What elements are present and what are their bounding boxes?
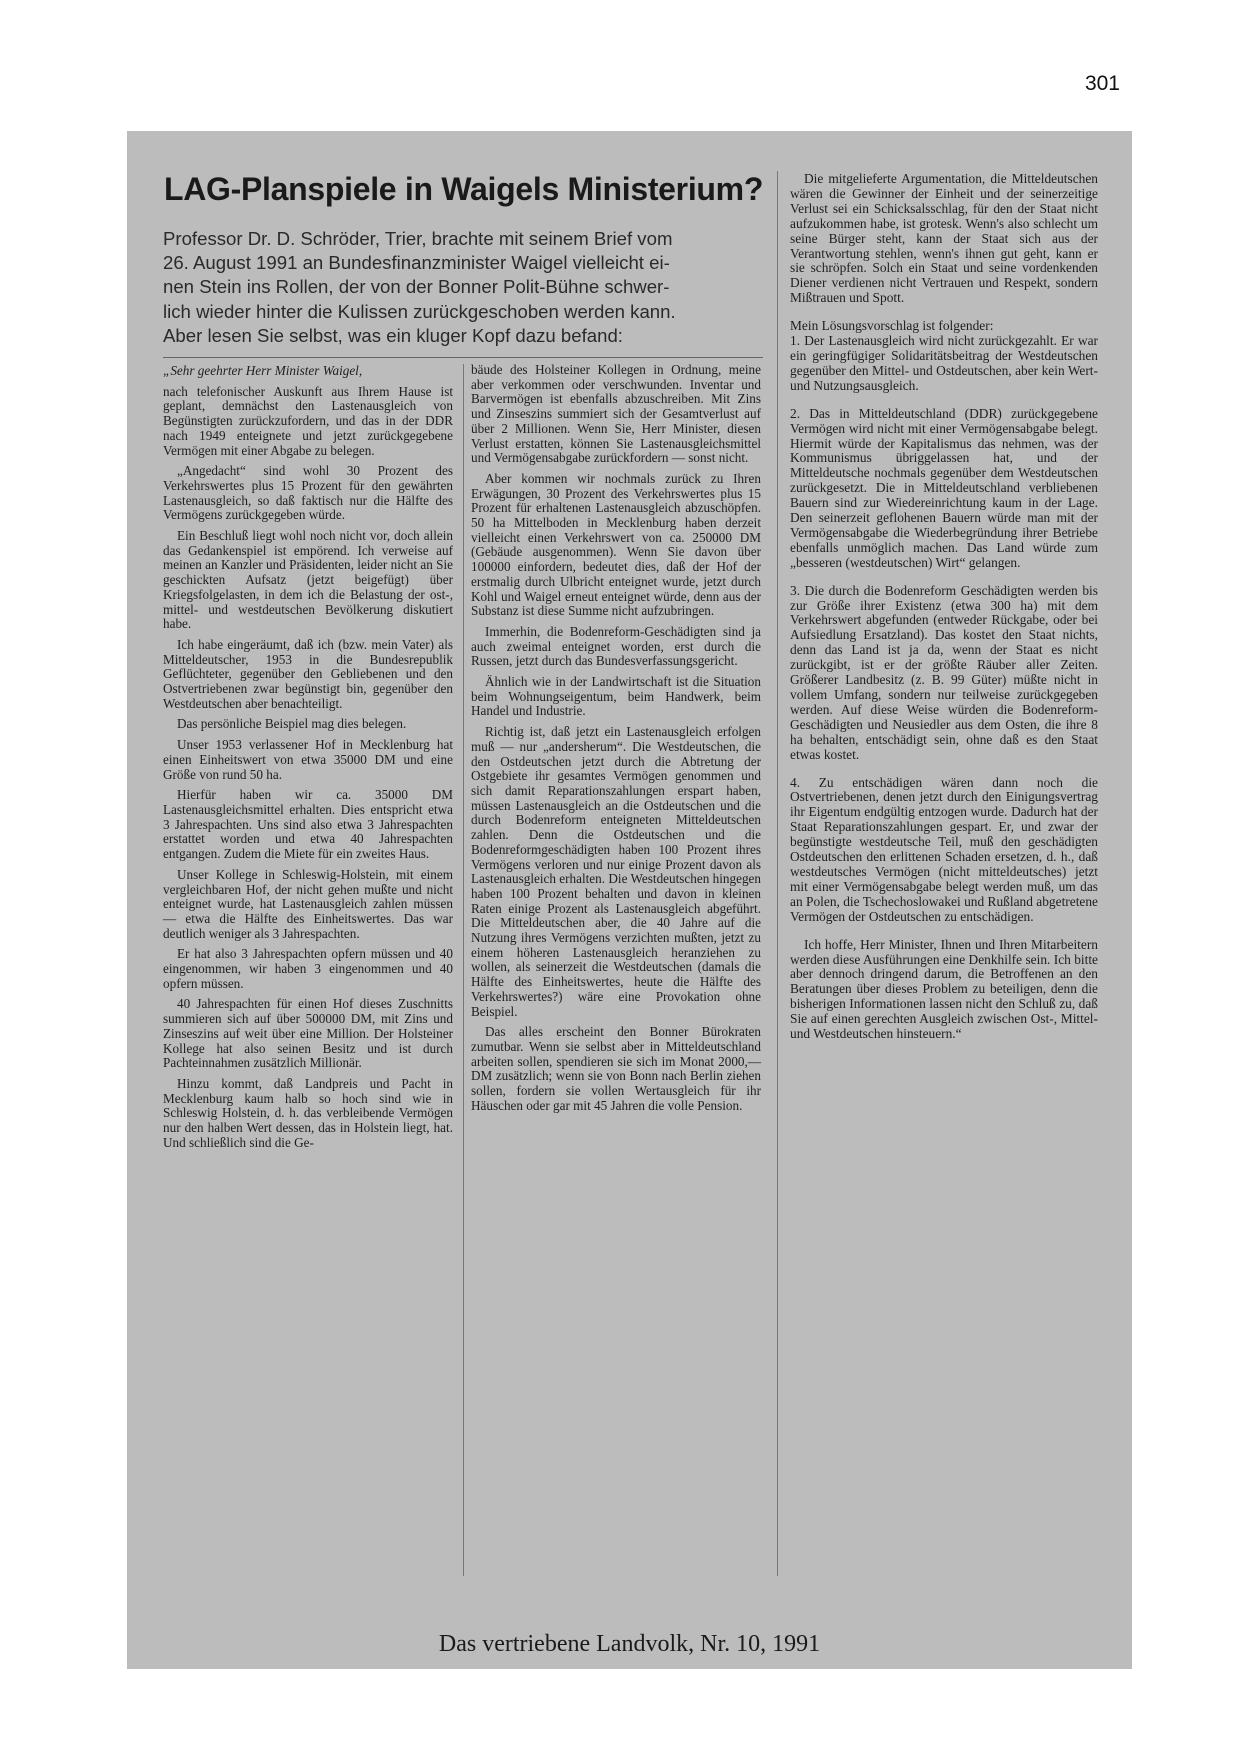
letter-paragraph: 3. Die durch die Bodenreform Geschädigten werden bis zur Größe ihrer Existenz (etwa 300 ha) mit dem Verkehrswert abgefunden (entweder Rückgabe, oder bei Aufsiedlung Ersatzland). Das kostet den Staat nichts, denn das Land ist ja da, wenn der Staat es nicht zurückgibt, ist er der größte Räuber aller Zeiten. Größerer Landbesitz (z. B. 99 Güter) müßte nicht in vollem Umfang, sondern nur teilweise zurückgegeben werden. Auf diese Weise würden die Bodenreform-Geschädigten und Neusiedler aus dem Osten, die ihre 8 ha behalten, entschädigt sein, ohne daß es den Staat etwas kostet. — [790, 582, 1098, 762]
letter-paragraph: Ich habe eingeräumt, daß ich (bzw. mein Vater) als Mitteldeutscher, 1953 in die Bundesrepublik Geflüchteter, gegenüber den Gebliebenen und den Ostvertriebenen zwar begünstigt bin, gegenüber den Westdeutschen aber benachteiligt. — [163, 636, 453, 711]
letter-paragraph: Hierfür haben wir ca. 35000 DM Lastenausgleichsmittel erhalten. Dies entspricht etwa 3 Jahrespachten. Uns sind also etwa 3 Jahrespachten erstattet worden und etwa 40 Jahrespachten entgangen. Zudem die Miete für ein zweites Haus. — [163, 787, 453, 862]
letter-paragraph: Das persönliche Beispiel mag dies belegen. — [177, 716, 407, 732]
letter-paragraph: Richtig ist, daß jetzt ein Lastenausgleich erfolgen muß — nur „andersherum“. Die Westdeutschen, die den Ostdeutschen jetzt durch die Abtretung der Ostgebiete ihr gesamtes Vermögen genommen und sich damit Reparationszahlungen erspart haben, müssen Lastenausgleich an die Ostdeutschen und die durch Bodenreform enteigneten Mitteldeutschen zahlen. Denn die Ostdeutschen und die Bodenreformgeschädigten haben 100 Prozent ihres Vermögens verloren und nur einige Prozent davon als Lastenausgleich erhalten. Die Westdeutschen hingegen haben 100 Prozent behalten und davon in kleinen Raten einige Prozent als Lastenausgleich abgeführt. Die Mitteldeutschen aber, die 40 Jahre auf die Nutzung ihres Vermögens verzichten mußten, jetzt zu einem höheren Lastenausgleich heranziehen zu wollen, als seinerzeit die Westdeutschen (damals die Hälfte des Einheitswertes, heute die Hälfte des Verkehrswertes?) wäre eine Provokation ohne Beispiel. — [471, 724, 761, 1019]
letter-paragraph: Er hat also 3 Jahrespachten opfern müssen und 40 eingenommen, wir haben 3 eingenommen und 40 opfern müssen. — [163, 946, 453, 991]
letter-paragraph: 2. Das in Mitteldeutschland (DDR) zurückgegebene Vermögen wird nicht mit einer Vermögensabgabe belegt. Hiermit würde der Kapitalismus das nehmen, was der Kommunismus übriggelassen hat, und der Mitteldeutsche nochmals gegenüber dem Westdeutschen zurückgesetzt. Die in Mitteldeutschland verbliebenen Bauern sind zur Wiedereinrichtung kaum in der Lage. Den seinerzeit geflohenen Bauern würde man mit der Vermögensabgabe die Wiederbegründung ihrer Betriebe ebenfalls unmöglich machen. Das Land würde zum „besseren (westdeutschen) Wirt“ gelangen. — [790, 405, 1098, 570]
source-line: Das vertriebene Landvolk, Nr. 10, 1991 — [438, 1631, 821, 1657]
letter-paragraph: Unser 1953 verlassener Hof in Mecklenburg hat einen Einheitswert von etwa 35000 DM und eine Größe von rund 50 ha. — [163, 737, 453, 782]
letter-paragraph: Ein Beschluß liegt wohl noch nicht vor, doch allein das Gedankenspiel ist empörend. Ich verweise auf meinen an Kanzler und Präsidenten, leider nicht an Sie geschickten Aufsatz (jetzt beigefügt) über Kriegsfolgelasten, in dem ich die Belastung der ost-, mittel- und westdeutschen Bevölkerung diskutiert habe. — [163, 528, 453, 632]
letter-paragraph: Aber kommen wir nochmals zurück zu Ihren Erwägungen, 30 Prozent des Verkehrswertes plus 15 Prozent für erhaltenen Lastenausgleich abzuschöpfen. 50 ha Mittelboden in Mecklenburg haben derzeit vielleicht einen Verkehrswert von ca. 250000 DM (Gebäude ausgenommen). Wenn Sie davon über 100000 einfordern, bedeutet dies, daß der Hof der erstmalig durch Ulbricht enteignet wurde, jetzt durch Kohl und Waigel erneut enteignet würde, denn aus der Substanz ist diese Summe nicht aufzubringen. — [471, 470, 761, 619]
intro-line: 26. August 1991 an Bundesfinanzminister Waigel vielleicht ei- — [163, 252, 670, 274]
letter-paragraph: Die mitgelieferte Argumentation, die Mitteldeutschen wären die Gewinner der Einheit und der seinerzeitige Verlust sei ein Schicksalsschlag, für den der Staat nicht aufzukommen habe, ist grotesk. Wenn's also schlecht um seine Bürger steht, kann der Staat sich aus der Verantwortung stehlen, wenn's ihnen gut geht, kann er sie schröpfen. Solch ein Staat und seine vordenkenden Diener verdienen nicht Vertrauen und Respekt, sondern Mißtrauen und Spott. — [790, 171, 1098, 306]
intro-line: nen Stein ins Rollen, der von der Bonner Polit-Bühne schwer- — [163, 276, 670, 298]
newspaper-clipping — [127, 131, 1132, 1669]
letter-paragraph: 40 Jahrespachten für einen Hof dieses Zuschnitts summieren sich auf über 500000 DM, mit Zins und Zinseszins auf weit über eine Million. Der Holsteiner Kollege hat also seinen Besitz und ist durch Pachteinnahmen zusätzlich Millionär. — [163, 996, 453, 1071]
page-number: 301 — [1084, 72, 1120, 95]
column-divider-1 — [463, 364, 464, 1576]
letter-paragraph: Immerhin, die Bodenreform-Geschädigten sind ja auch zweimal enteignet worden, erst durch die Russen, jetzt durch das Bundesverfassungsgericht. — [471, 623, 761, 669]
letter-column-2 — [471, 363, 761, 1119]
letter-column-3 — [790, 172, 1098, 1055]
letter-paragraph: Ich hoffe, Herr Minister, Ihnen und Ihren Mitarbeitern werden diese Ausführungen eine Denkhilfe sein. Ich bitte aber dennoch dringend darum, die Betroffenen an den Beratungen über dieses Problem zu beteiligen, denn die bisherigen Informationen lassen nicht den Schluß zu, daß Sie auf einen gerechten Ausgleich zwischen Ost-, Mittel- und Westdeutschen hinsteuern.“ — [790, 936, 1098, 1042]
letter-paragraph: 4. Zu entschädigen wären dann noch die Ostvertriebenen, denen jetzt durch den Einigungsvertrag ihr Eigentum endgültig entzogen wurde. Dadurch hat der Staat Reparationszahlungen gespart. Er, und zwar der begünstigte westdeutsche Teil, muß den geschädigten Ostdeutschen den erlittenen Schaden ersetzen, d. h., daß westdeutsches Vermögen (nicht mitteldeutsches) jetzt mit einer Vermögensabgabe belegt werden muß, um das an Polen, die Tschechoslowakei und Rußland abgetretene Vermögen der Ostdeutschen zu entschädigen. — [790, 774, 1098, 924]
intro-divider — [163, 357, 763, 358]
letter-paragraph: „Angedacht“ sind wohl 30 Prozent des Verkehrswertes plus 15 Prozent für den gewährten Lastenausgleich, so daß faktisch nur die Hälfte des Vermögens zurückgegeben würde. — [163, 463, 453, 523]
letter-salutation: „Sehr geehrter Herr Minister Waigel, — [163, 363, 363, 378]
letter-paragraph: Hinzu kommt, daß Landpreis und Pacht in Mecklenburg kaum halb so hoch sind wie in Schleswig Holstein, d. h. das verbleibende Vermögen nur den halben Wert dessen, das in Holstein liegt, hat. Und schließlich sind die Ge- — [163, 1075, 453, 1150]
intro-line: Aber lesen Sie selbst, was ein kluger Kopf dazu befand: — [163, 324, 623, 346]
article-headline: LAG-Planspiele in Waigels Ministerium? — [164, 171, 764, 207]
intro-line: Professor Dr. D. Schröder, Trier, brachte mit seinem Brief vom — [163, 228, 673, 249]
article-intro — [163, 227, 811, 348]
column-divider-2 — [777, 171, 778, 1576]
letter-paragraph: Das alles erscheint den Bonner Bürokraten zumutbar. Wenn sie selbst aber in Mitteldeutschland arbeiten sollen, spendieren sie sich im Monat 2000,— DM zusätzlich; wenn sie von Bonn nach Berlin ziehen sollen, fordern sie vollen Wertausgleich für ihr Häuschen oder gar mit 45 Jahren die volle Pension. — [471, 1024, 761, 1113]
letter-paragraph: Ähnlich wie in der Landwirtschaft ist die Situation beim Wohnungseigentum, beim Handwerk, beim Handel und Industrie. — [471, 674, 761, 719]
letter-column-1 — [163, 364, 453, 1156]
letter-paragraph: Unser Kollege in Schleswig-Holstein, mit einem vergleichbaren Hof, der nicht gehen mußte und nicht enteignet wurde, hat Lastenausgleich zahlen müssen — etwa die Hälfte des Einheitswertes. Das war deutlich weniger als 3 Jahrespachten. — [163, 866, 453, 941]
letter-paragraph: bäude des Holsteiner Kollegen in Ordnung, meine aber verkommen oder verschwunden. Inventar und Barvermögen ist ebenfalls abzuschreiben. Mit Zins und Zinseszins summiert sich der Gesamtverlust auf über 2 Millionen. Wenn Sie, Herr Minister, diesen Verlust erstatten, können Sie Lastenausgleichsmittel und Vermögensabgabe zurückfordern — sonst nicht. — [471, 362, 761, 466]
intro-line: lich wieder hinter die Kulissen zurückgeschoben werden kann. — [163, 300, 676, 322]
letter-paragraph: Mein Lösungsvorschlag ist folgender: 1. Der Lastenausgleich wird nicht zurückgezahlt. Er war ein geringfügiger Solidaritätsbeitrag der Westdeutschen gegenüber den Mittel- und Ostdeutschen, aber kein Wert- und Nutzungsausgleich. — [790, 318, 1098, 393]
letter-paragraph: nach telefonischer Auskunft aus Ihrem Hause ist geplant, demnächst den Lastenausgleich von Begünstigten zurückzufordern, und das in der DDR nach 1949 enteignete und jetzt zurückgegebene Vermögen mit einer Abgabe zu belegen. — [163, 383, 453, 458]
